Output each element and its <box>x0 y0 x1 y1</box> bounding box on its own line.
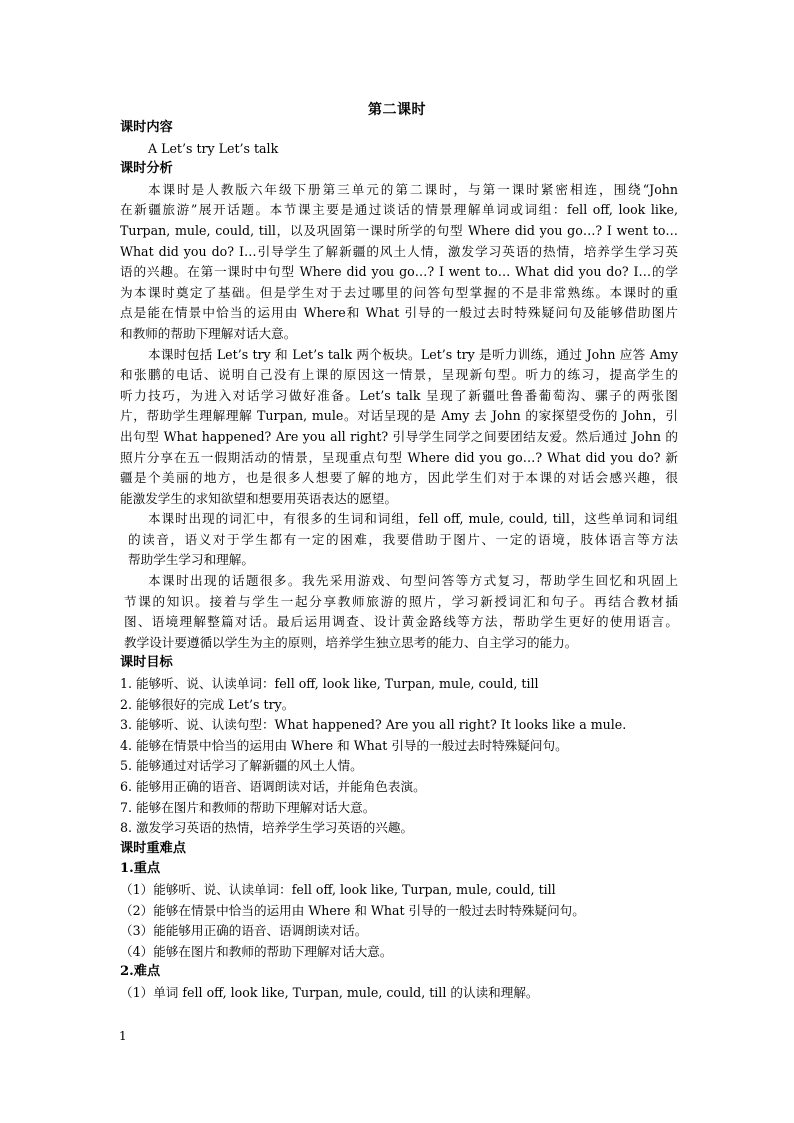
text-line: 1. 能够听、说、认读单词：fell off, look like, Turpan, mule, could, till <box>120 676 539 692</box>
section-heading: 1.重点 <box>120 861 161 877</box>
text-line: 片，帮助学生理解理解 Turpan, mule。对话呈现的是 Amy 去 John 的家探望受伤的 John，引 <box>120 408 678 424</box>
text-line: 5. 能够通过对话学习了解新疆的风土人情。 <box>120 758 363 774</box>
text-line: 和张鹏的电话、说明自己没有上课的原因这一情景，呈现新句型。听力的练习，提高学生的 <box>120 367 678 383</box>
text-line: What did you do? I…引导学生了解新疆的风土人情，激发学习英语的热情，培养学生学习英 <box>120 243 678 259</box>
text-line: 疆是个美丽的地方，也是很多人想要了解的地方，因此学生们对于本课的对话会感兴趣，很 <box>120 470 678 486</box>
text-line: A Let’s try Let’s talk <box>148 140 279 156</box>
text-line: 本课时出现的词汇中，有很多的生词和词组，fell off, mule, could, till，这些单词和词组 <box>148 511 678 527</box>
page-number: 1 <box>119 1029 127 1043</box>
text-line: Turpan, mule, could, till，以及巩固第一课时所学的句型 Where did you go…? I went to… <box>120 222 678 238</box>
text-line: 6. 能够用正确的语音、语调朗读对话，并能角色表演。 <box>120 779 426 794</box>
page-title: 第二课时 <box>368 102 426 118</box>
text-line: 本课时包括 Let’s try 和 Let’s talk 两个板块。Let’s try 是听力训练，通过 John 应答 Amy <box>148 346 678 362</box>
text-line: 3. 能够听、说、认读句型：What happened? Are you all right? It looks like a mule. <box>120 717 627 733</box>
text-line: 教学设计要遵循以学生为主的原则，培养学生独立思考的能力、自主学习的能力。 <box>124 634 578 650</box>
text-line: 图、语境理解整篇对话。最后运用调查、设计黄金路线等方法，帮助学生更好的使用语言。 <box>124 614 678 630</box>
text-line: （4）能够在图片和教师的帮助下理解对话大意。 <box>120 943 393 959</box>
section-heading: 课时分析 <box>120 161 173 177</box>
text-line: （3）能能够用正确的语音、语调朗读对话。 <box>120 923 368 939</box>
text-line: 2. 能够很好的完成 Let’s try。 <box>120 696 295 712</box>
text-line: 本课时是人教版六年级下册第三单元的第二课时，与第一课时紧密相连，围绕“John <box>148 181 678 197</box>
text-line: 7. 能够在图片和教师的帮助下理解对话大意。 <box>120 799 376 815</box>
text-line: 语的兴趣。在第一课时中句型 Where did you go…? I went to… What did you do? I…的学 <box>120 264 678 280</box>
text-line: 能激发学生的求知欲望和想要用英语表达的愿望。 <box>120 490 398 506</box>
text-line: 8. 激发学习英语的热情，培养学生学习英语的兴趣。 <box>120 820 414 836</box>
text-line: 4. 能够在情景中恰当的运用由 Where 和 What 引导的一般过去时特殊疑问句。 <box>120 737 568 753</box>
text-line: 节课的知识。接着与学生一起分享教师旅游的照片，学习新授词汇和句子。再结合教材插 <box>124 593 678 609</box>
text-line: 在新疆旅游”展开话题。本节课主要是通过谈话的情景理解单词或词组：fell off, look like, <box>120 202 678 218</box>
section-heading: 课时目标 <box>120 655 173 671</box>
text-line: 本课时出现的话题很多。我先采用游戏、句型问答等方式复习，帮助学生回忆和巩固上 <box>148 573 678 589</box>
text-line: （1）单词 fell off, look like, Turpan, mule, could, till 的认读和理解。 <box>120 984 539 1000</box>
text-line: 为本课时奠定了基础。但是学生对于去过哪里的问答句型掌握的不是非常熟练。本课时的重 <box>120 284 678 300</box>
text-line: 帮助学生学习和理解。 <box>128 552 254 568</box>
text-line: 点是能在情景中恰当的运用由 Where和 What 引导的一般过去时特殊疑问句及能够借助图片 <box>120 305 678 321</box>
section-heading: 课时内容 <box>120 120 173 135</box>
text-line: 照片分享在五一假期活动的情景，呈现重点句型 Where did you go…? What did you do? 新 <box>120 449 678 465</box>
text-line: 和教师的帮助下理解对话大意。 <box>120 325 297 341</box>
section-heading: 2.难点 <box>120 964 161 980</box>
text-line: 的读音，语义对于学生都有一定的困难，我要借助于图片、一定的语境，肢体语言等方法 <box>128 531 678 547</box>
text-line: （1）能够听、说、认读单词：fell off, look like, Turpan, mule, could, till <box>120 881 556 897</box>
text-line: 听力技巧，为进入对话学习做好准备。Let’s talk 呈现了新疆吐鲁番葡萄沟、骡子的两张图 <box>120 387 678 403</box>
text-line: 出句型 What happened? Are you all right? 引导学生同学之间要团结友爱。然后通过 John 的 <box>120 428 678 444</box>
text-line: （2）能够在情景中恰当的运用由 Where 和 What 引导的一般过去时特殊疑问句。 <box>120 902 585 918</box>
section-heading: 课时重难点 <box>120 840 186 856</box>
document-body <box>120 118 678 1004</box>
